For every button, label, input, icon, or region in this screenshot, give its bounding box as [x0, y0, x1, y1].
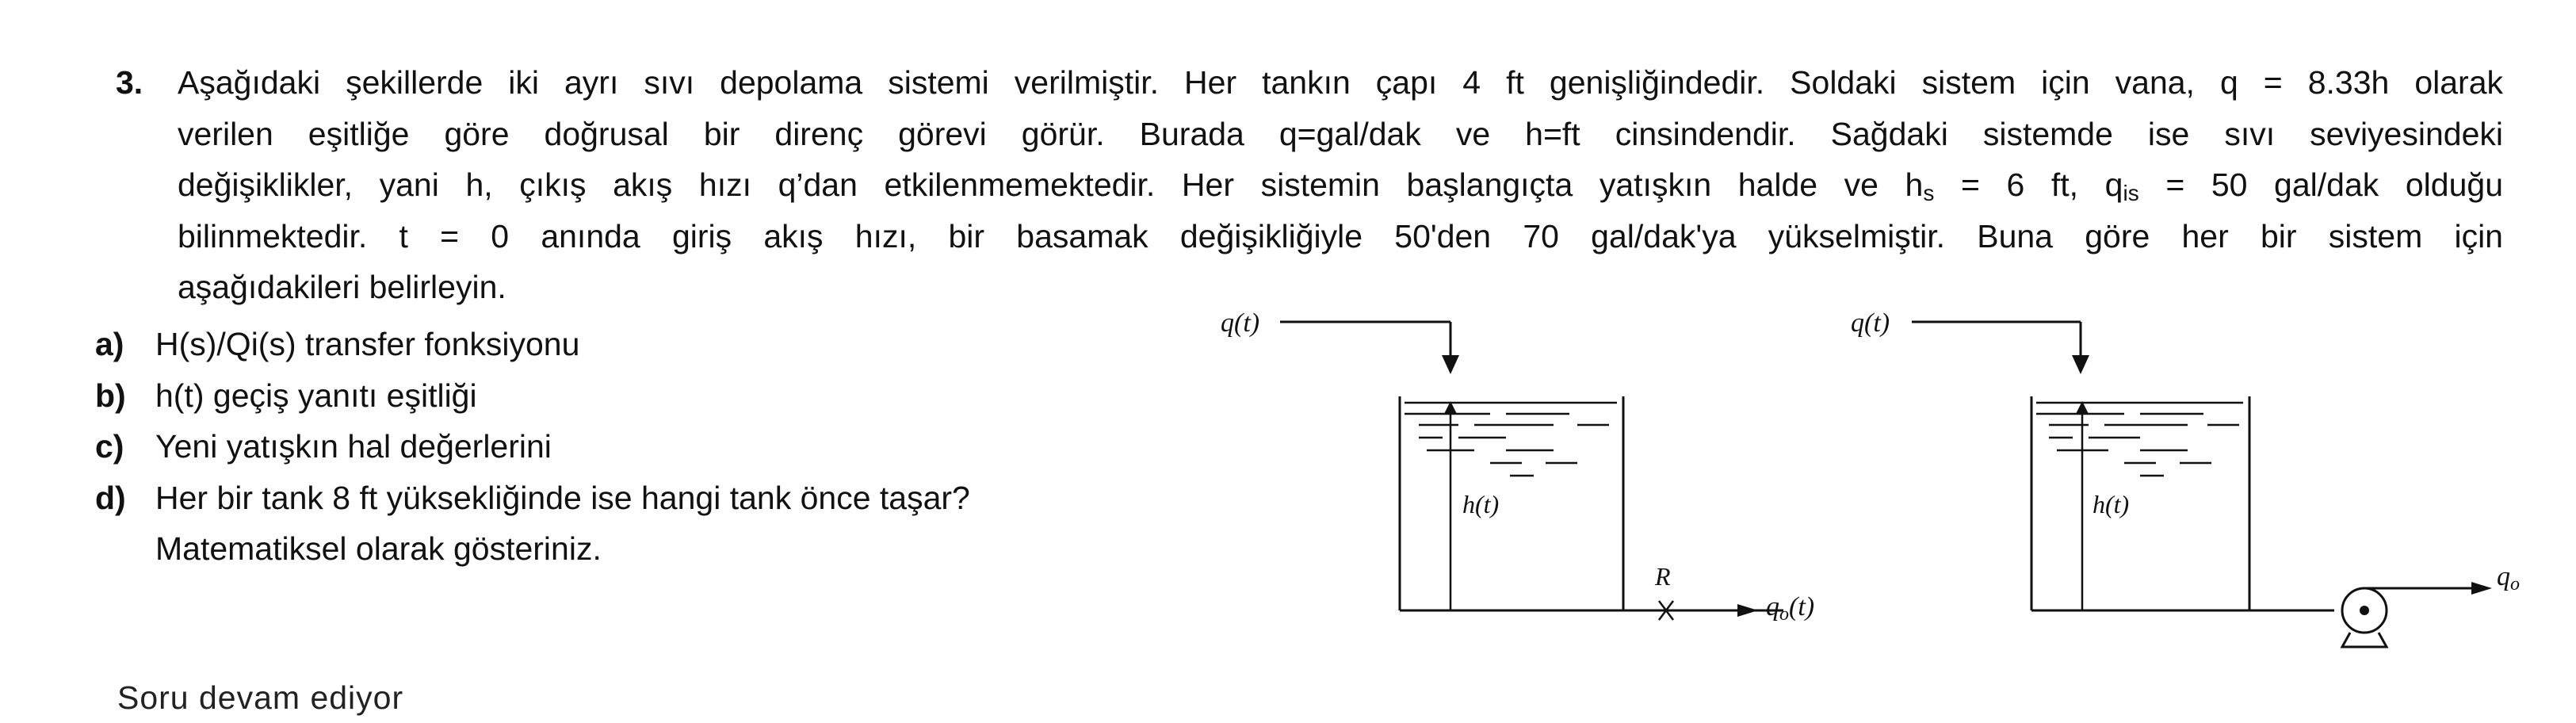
left-inflow-arrow-icon	[1442, 355, 1459, 374]
right-tank-system	[1851, 308, 2520, 647]
left-tank-system	[1221, 308, 1814, 625]
left-outflow-arrow-icon	[1737, 604, 1758, 617]
right-level-label: h(t)	[2093, 490, 2130, 518]
problem-line-2: verilen eşitliğe göre doğrusal bir direnç görevi görür. Burada q=gal/dak ve h=ft cinsindendir. Sağdaki sistemde ise sıvı seviyesindeki	[178, 115, 2503, 152]
next-question-text: Soru devam ediyor	[117, 679, 404, 716]
item-text: h(t) geçiş yanıtı eşitliği	[155, 377, 477, 414]
problem-line-4: bilinmektedir. t = 0 anında giriş akış hızı, bir basamak değişikliğiyle 50'den 70 gal/dak'ya yükselmiştir. Buna göre her bir sistem için	[178, 217, 2503, 254]
left-level-label: h(t)	[1462, 490, 1500, 518]
next-question-fragment	[117, 679, 2020, 723]
line3-part-b: = 6 ft, q	[1934, 166, 2123, 203]
pump-icon	[2342, 588, 2473, 647]
line3-part-c: = 50 gal/dak olduğu	[2138, 166, 2503, 203]
problem-line-5: aşağıdakileri belirleyin.	[178, 269, 506, 305]
left-outflow-label	[1766, 592, 1814, 625]
item-text: Yeni yatışkın hal değerlerini	[155, 428, 552, 465]
left-outflow-q: q	[1766, 592, 1779, 622]
right-inflow-arrow-icon	[2072, 355, 2089, 374]
qis-subscript: is	[2123, 181, 2139, 205]
item-label: d)	[95, 479, 126, 516]
right-inflow-label: q(t)	[1851, 308, 1890, 338]
left-outflow-t: (t)	[1789, 592, 1815, 622]
valve-resistance-label: R	[1655, 562, 1671, 591]
right-outflow-q: q	[2497, 562, 2510, 591]
left-outflow-sub: o	[1779, 604, 1789, 625]
right-outflow-arrow-icon	[2471, 582, 2492, 595]
left-inflow-label: q(t)	[1221, 308, 1260, 338]
item-label: a)	[95, 326, 124, 362]
problem-number: 3.	[116, 64, 143, 101]
line3-part-a: değişiklikler, yani h, çıkış akış hızı q’dan etkilenmemektedir. Her sistemin başlangıçta yatışkın halde ve h	[178, 166, 1924, 203]
item-label: b)	[95, 377, 126, 414]
item-text: H(s)/Qi(s) transfer fonksiyonu	[155, 326, 580, 362]
right-liquid-surface	[2036, 403, 2243, 476]
item-text: Her bir tank 8 ft yüksekliğinde ise hangi tank önce taşar?	[155, 479, 970, 516]
item-text-continuation: Matematiksel olarak gösteriniz.	[155, 530, 602, 567]
hs-subscript: s	[1923, 181, 1935, 205]
right-outflow-label	[2497, 562, 2520, 595]
problem-line-1: Aşağıdaki şekillerde iki ayrı sıvı depolama sistemi verilmiştir. Her tankın çapı 4 ft genişliğindedir. Soldaki sistem için vana, q = 8.33h olarak	[178, 64, 2503, 101]
right-outflow-sub: o	[2510, 574, 2520, 595]
item-label: c)	[95, 428, 124, 465]
left-liquid-surface	[1405, 403, 1617, 476]
